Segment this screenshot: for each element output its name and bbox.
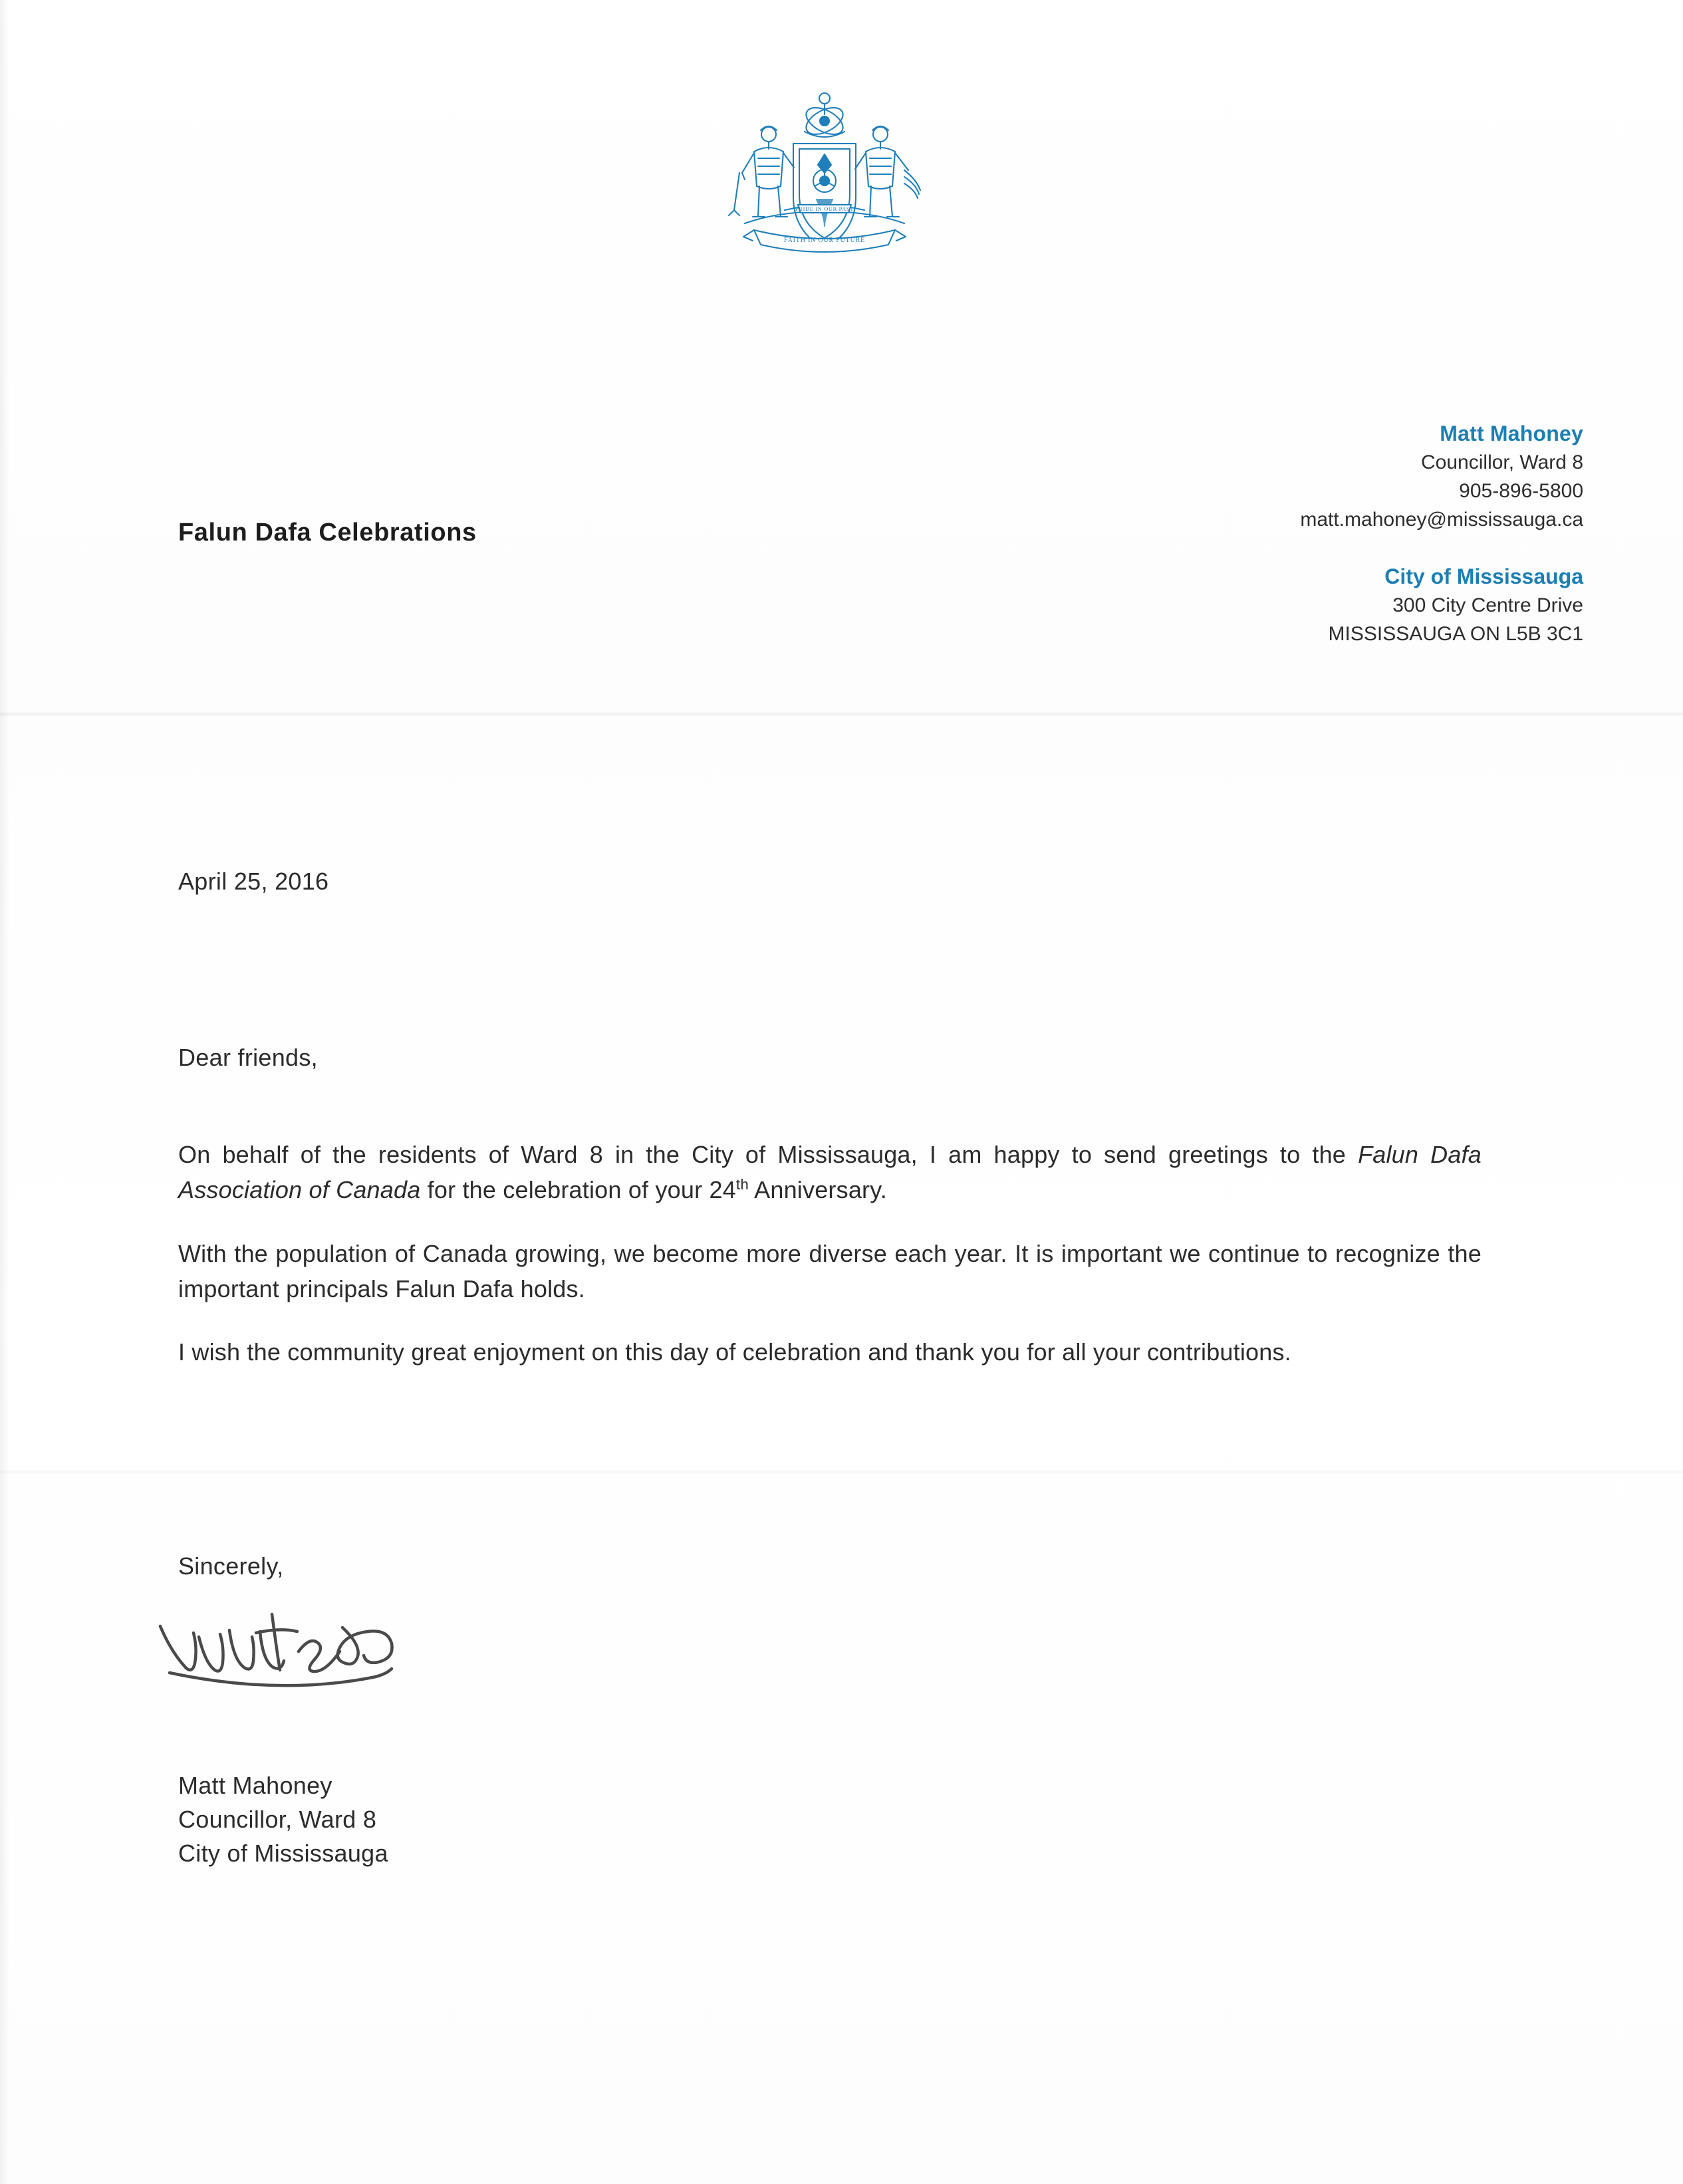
handwritten-signature <box>130 1596 635 1749</box>
organization-name: City of Mississauga <box>1384 564 1583 588</box>
paragraph-1-middle: for the celebration of your 24 <box>420 1176 736 1204</box>
sender-name: Matt Mahoney <box>1440 422 1583 445</box>
sender-phone: 905-896-5800 <box>1459 480 1583 503</box>
signoff-organization: City of Mississauga <box>178 1840 388 1868</box>
letter-closing: Sincerely, <box>178 1552 284 1580</box>
association-name: Falun Dafa Association of Canada <box>178 1141 1482 1204</box>
addressee-line: Falun Dafa Celebrations <box>178 519 477 546</box>
letter-body <box>178 1137 1482 1370</box>
coat-of-arms-icon <box>705 80 944 319</box>
svg-text:PRIDE IN OUR PAST: PRIDE IN OUR PAST <box>795 205 854 212</box>
organization-address-line2: MISSISSAUGA ON L5B 3C1 <box>1328 623 1583 646</box>
organization-address-block <box>1329 562 1583 649</box>
sender-title: Councillor, Ward 8 <box>1421 451 1583 474</box>
paragraph-1-tail: Anniversary. <box>748 1176 887 1204</box>
paragraph-1-intro: On behalf of the residents of Ward 8 in the City of Mississauga, I am happy to send greetings to the <box>178 1141 1359 1168</box>
sender-contact-block <box>1300 419 1583 534</box>
body-paragraph-1 <box>178 1137 1482 1208</box>
organization-address-line1: 300 City Centre Drive <box>1392 594 1583 617</box>
letter-date: April 25, 2016 <box>178 868 329 895</box>
sender-email: matt.mahoney@mississauga.ca <box>1300 508 1583 531</box>
signoff-title: Councillor, Ward 8 <box>178 1806 377 1834</box>
signoff-name: Matt Mahoney <box>178 1772 332 1799</box>
body-paragraph-2: With the population of Canada growing, we become more diverse each year. It is important we continue to recognize the important principals Falun Dafa holds. <box>178 1239 1482 1302</box>
page-edge-shadow <box>0 0 9 2184</box>
svg-text:FAITH IN OUR FUTURE: FAITH IN OUR FUTURE <box>784 237 865 244</box>
body-paragraph-3: I wish the community great enjoyment on this day of celebration and thank you for all your contributions. <box>178 1338 1291 1366</box>
signoff-block <box>178 1768 388 1870</box>
anniversary-ordinal-suffix: th <box>735 1176 749 1193</box>
letter-salutation: Dear friends, <box>178 1044 318 1071</box>
